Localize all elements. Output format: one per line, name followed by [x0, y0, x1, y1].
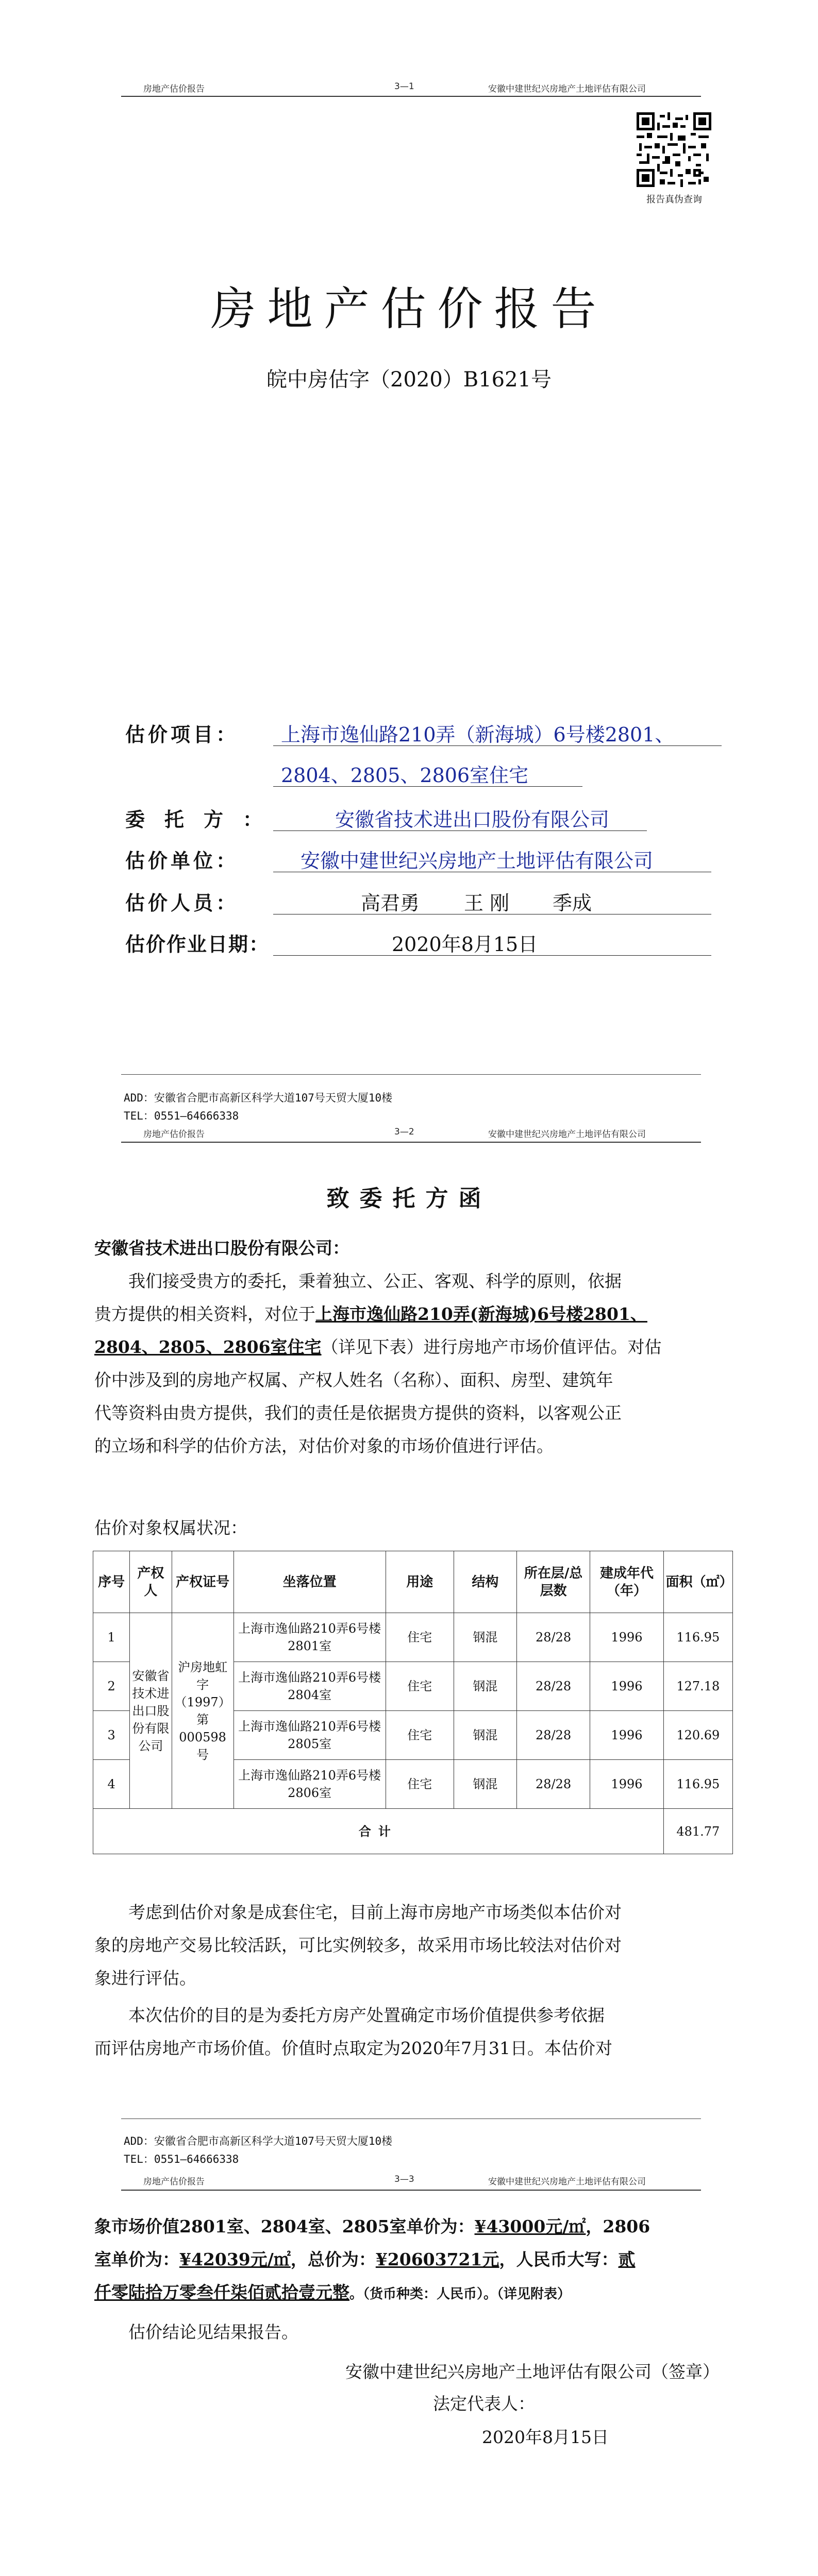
table-caption: 估价对象权属状况： [94, 1518, 247, 1538]
footer-rule [121, 1074, 701, 1075]
col-header: 建成年代（年） [590, 1551, 663, 1613]
report-title: 房地产估价报告 [210, 282, 608, 335]
total-row [93, 1809, 733, 1854]
page-header-right: 安徽中建世纪兴房地产土地评估有限公司 [488, 2177, 646, 2187]
header-rule [121, 2190, 701, 2191]
page-header-left: 房地产估价报告 [143, 84, 205, 94]
page-header-left: 房地产估价报告 [143, 1129, 205, 1140]
header-rule [121, 96, 701, 97]
p1-line: 贵方提供的相关资料，对位于上海市逸仙路210弄(新海城)6号楼2801、 [94, 1304, 647, 1324]
cert-cell: 沪房地虹字（1997）第000598号 [172, 1613, 233, 1809]
person-2: 王 刚 [464, 892, 510, 914]
total-label: 合计 [93, 1809, 664, 1854]
page-header-left: 房地产估价报告 [143, 2177, 205, 2187]
valuer-label: 估价单位： [125, 849, 239, 872]
letter-title: 致委托方函 [326, 1185, 492, 1212]
date-underline [273, 955, 711, 956]
project-value-line1: 上海市逸仙路210弄（新海城）6号楼2801、 [281, 723, 675, 746]
total-value: 481.77 [663, 1809, 732, 1854]
total-price: ¥20603721元 [375, 2249, 499, 2269]
footer-address: ADD：安徽省合肥市高新区科学大道107号天贸大厦10楼 [124, 1092, 393, 1104]
project-underline [273, 745, 722, 746]
p1-line: 我们接受贵方的委托，秉着独立、公正、客观、科学的原则，依据 [128, 1271, 622, 1291]
signature-company: 安徽中建世纪兴房地产土地评估有限公司（签章） [345, 2362, 720, 2382]
document-number: 皖中房估字（2020）B1621号 [266, 368, 552, 392]
col-header: 坐落位置 [233, 1551, 386, 1613]
col-header: 结构 [454, 1551, 516, 1613]
col-header: 产权人 [130, 1551, 172, 1613]
qr-code-icon[interactable] [637, 112, 711, 187]
property-table [93, 1551, 733, 1854]
letter-paragraph-1 [94, 1265, 723, 1463]
unit-price-1: ¥43000元/㎡ [474, 2216, 586, 2236]
footer-phone: TEL：0551—64666338 [124, 1110, 239, 1122]
person-1: 高君勇 [361, 892, 420, 914]
p1-line: 2804、2805、2806室住宅（详见下表）进行房地产市场价值评估。对估 [94, 1337, 662, 1357]
owner-cell: 安徽省技术进出口股份有限公司 [130, 1613, 172, 1809]
person-3: 季成 [553, 892, 592, 914]
legal-representative: 法定代表人： [433, 2394, 535, 2414]
header-rule [121, 1142, 701, 1143]
project-value-line2: 2804、2805、2806室住宅 [281, 764, 529, 787]
project-underline-2 [273, 786, 582, 787]
date-value: 2020年8月15日 [392, 933, 538, 956]
salutation: 安徽省技术进出口股份有限公司： [94, 1238, 349, 1258]
p1-line: 代等资料由贵方提供，我们的责任是依据贵方提供的资料，以客观公正 [94, 1403, 622, 1423]
col-header: 面积（㎡） [663, 1551, 732, 1613]
persons-label: 估价人员： [125, 891, 239, 914]
table-row: 1 安徽省技术进出口股份有限公司 沪房地虹字（1997）第000598号 上海市逸仙路210弄6号楼2801室 住宅 钢混 28/28 1996 116.95 [93, 1613, 733, 1662]
page-number: 3—3 [394, 2174, 414, 2184]
letter-paragraph-3: 本次估价的目的是为委托方房产处置确定市场价值提供参考依据 而评估房地产市场价值。价值时点取定为2020年7月31日。本估价对 [94, 2005, 612, 2058]
p1-line: 价中涉及到的房地产权属、产权人姓名（名称）、面积、房型、建筑年 [94, 1370, 613, 1390]
amount-in-words: 仟零陆拾万零叁仟柒佰贰拾壹元整 [94, 2282, 349, 2302]
page-header-right: 安徽中建世纪兴房地产土地评估有限公司 [488, 1129, 646, 1140]
qr-caption: 报告真伪查询 [646, 194, 702, 205]
letter-paragraph-2: 考虑到估价对象是成套住宅，目前上海市房地产市场类似本估价对 象的房地产交易比较活跃，可比实例较多，故采用市场比较法对估价对 象进行评估。 [94, 1902, 622, 1988]
unit-price-2: ¥42039元/㎡ [179, 2249, 291, 2269]
valuation-result: 象市场价值2801室、2804室、2805室单价为：¥43000元/㎡，2806 室单价为：¥42039元/㎡，总价为：¥20603721元，人民币大写：贰 仟零陆拾万零叁仟柒佰贰拾壹元整。（货币种类：人民币）。（详见附表） [94, 2216, 650, 2302]
page-number: 3—2 [394, 1127, 414, 1137]
footer-phone: TEL：0551—64666338 [124, 2153, 239, 2165]
table-row: 3 上海市逸仙路210弄6号楼2805室 住宅 钢混 28/28 1996 120.69 [93, 1711, 733, 1760]
valuer-value: 安徽中建世纪兴房地产土地评估有限公司 [301, 850, 654, 872]
page-header-right: 安徽中建世纪兴房地产土地评估有限公司 [488, 84, 646, 94]
p1-line: 的立场和科学的估价方法，对估价对象的市场价值进行评估。 [94, 1436, 554, 1456]
project-label: 估价项目： [125, 723, 239, 746]
footer-address: ADD：安徽省合肥市高新区科学大道107号天贸大厦10楼 [124, 2135, 393, 2147]
table-row: 2 上海市逸仙路210弄6号楼2804室 住宅 钢混 28/28 1996 127.18 [93, 1662, 733, 1711]
address-1: 上海市逸仙路210弄(新海城)6号楼2801、 [315, 1304, 647, 1324]
client-value: 安徽省技术进出口股份有限公司 [335, 808, 610, 831]
address-2: 2804、2805、2806室住宅 [94, 1337, 322, 1357]
table-row: 4 上海市逸仙路210弄6号楼2806室 住宅 钢混 28/28 1996 116.95 [93, 1760, 733, 1809]
date-label: 估价作业日期： [125, 933, 270, 956]
signature-date: 2020年8月15日 [482, 2427, 609, 2447]
conclusion-note: 估价结论见结果报告。 [128, 2322, 298, 2342]
col-header: 序号 [93, 1551, 130, 1613]
col-header: 所在层/总层数 [516, 1551, 590, 1613]
page-number: 3—1 [394, 81, 414, 92]
col-header: 用途 [386, 1551, 454, 1613]
col-header: 产权证号 [172, 1551, 233, 1613]
client-label: 委托方： [125, 808, 282, 831]
